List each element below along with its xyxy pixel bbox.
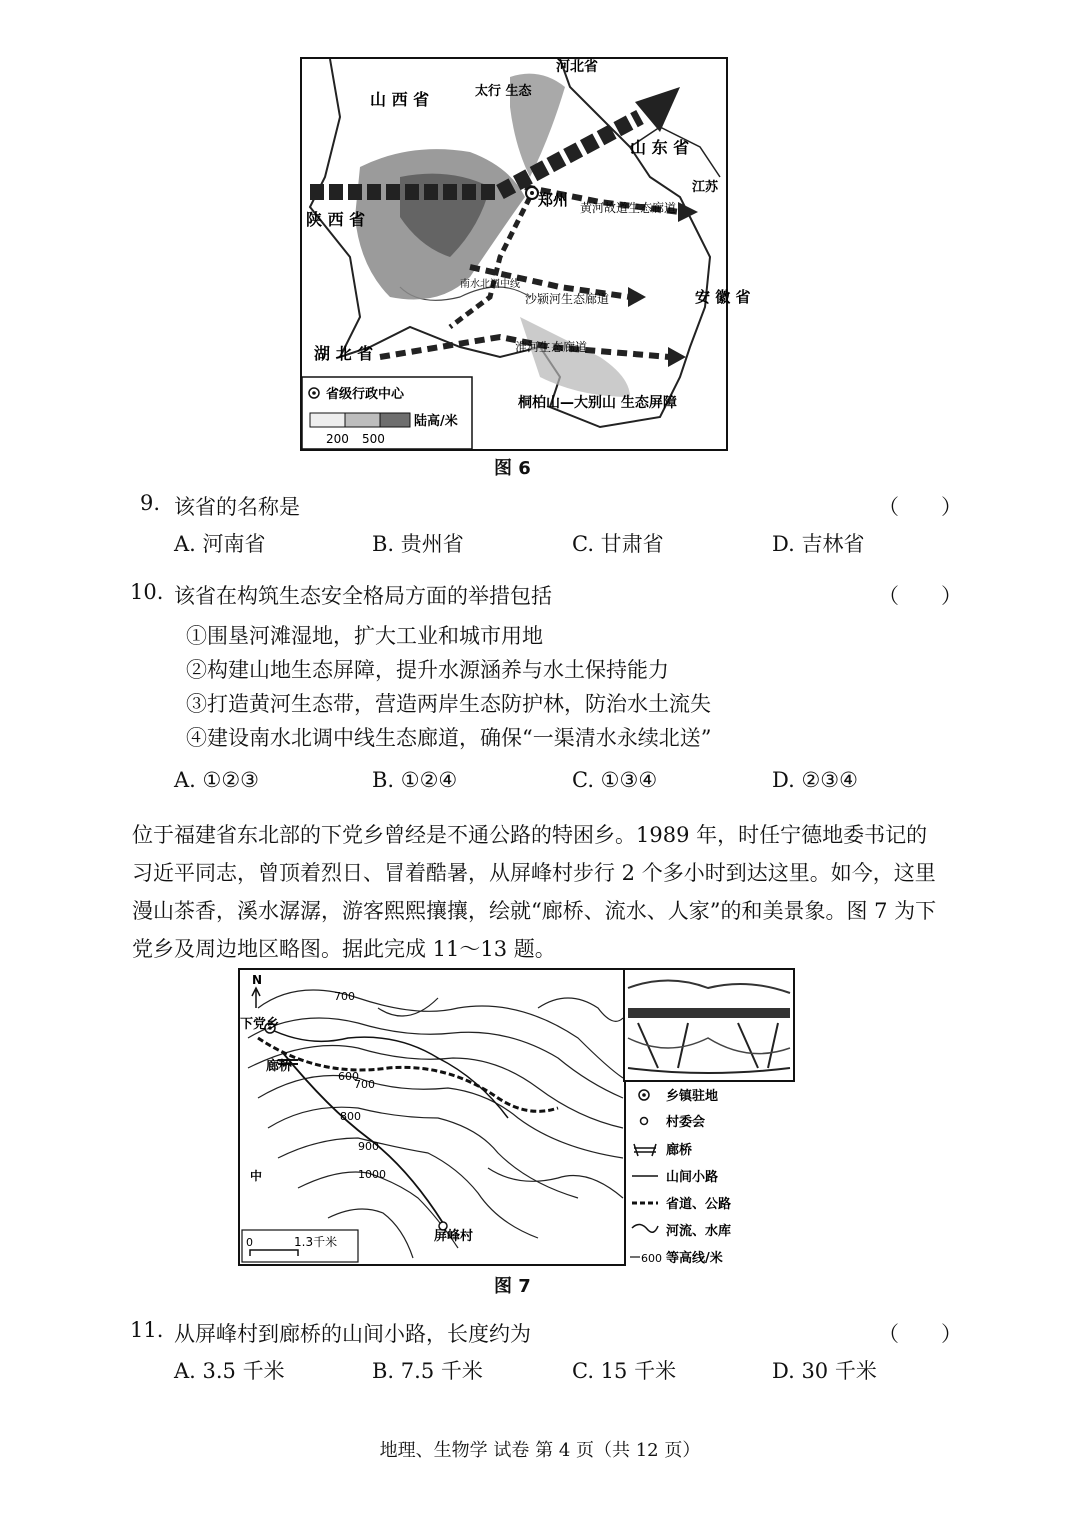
q10-answer-paren[interactable]: （ ）: [878, 584, 962, 608]
legend-tick-200: 200: [326, 432, 349, 446]
figure-7-caption: 图 7: [494, 1276, 531, 1297]
passage-line-2: 习近平同志，曾顶着烈日、冒着酷暑，从屏峰村步行 2 个多小时到达这里。如今，这里: [132, 861, 936, 885]
label-shaanxi: 陕 西 省: [306, 210, 366, 229]
page-footer: 地理、生物学 试卷 第 4 页（共 12 页）: [379, 1440, 701, 1461]
label-huanghe-corridor: 黄河故道生态廊道: [580, 201, 677, 215]
legend-town: 乡镇驻地: [666, 1089, 719, 1104]
label-pingfeng: 屏峰村: [434, 1229, 474, 1244]
q9-option-d[interactable]: D. 吉林省: [772, 532, 865, 556]
passage-line-4: 党乡及周边地区略图。据此完成 11～13 题。: [132, 937, 556, 961]
q11-number: 11.: [130, 1318, 164, 1342]
q11-option-b[interactable]: B. 7.5 千米: [372, 1359, 483, 1383]
q10-item-3: ③打造黄河生态带，营造两岸生态防护林，防治水土流失: [186, 692, 711, 716]
legend-path: 山间小路: [666, 1170, 719, 1185]
legend-village: 村委会: [666, 1115, 706, 1130]
q9-stem: 该省的名称是: [174, 495, 300, 519]
label-zhong: 中: [250, 1169, 263, 1183]
q10-stem: 该省在构筑生态安全格局方面的举措包括: [174, 584, 552, 608]
q10-option-b[interactable]: B. ①②④: [372, 768, 458, 792]
contour-700-b: 700: [354, 1078, 375, 1091]
q9-number: 9.: [140, 491, 161, 515]
q10-item-4: ④建设南水北调中线生态廊道，确保“一渠清水永续北送”: [186, 726, 712, 750]
contour-800: 800: [340, 1110, 361, 1123]
q9-option-b[interactable]: B. 贵州省: [372, 532, 464, 556]
contour-900: 900: [358, 1140, 379, 1153]
label-zhengzhou: 郑州: [538, 191, 569, 209]
q10-option-d[interactable]: D. ②③④: [772, 768, 858, 792]
legend-bridge: 廊桥: [666, 1143, 693, 1158]
q9-answer-paren[interactable]: （ ）: [878, 495, 962, 519]
legend-contour: 等高线/米: [666, 1251, 723, 1266]
label-xiadang: 下党乡: [240, 1017, 280, 1032]
legend-capital: 省级行政中心: [326, 387, 405, 402]
q11-option-d[interactable]: D. 30 千米: [772, 1359, 877, 1383]
legend-river: 河流、水库: [666, 1224, 732, 1239]
label-jiangsu: 江苏: [692, 180, 719, 195]
north-arrow: N: [252, 973, 263, 987]
figure-6-map: [300, 57, 751, 451]
label-anhui: 安 徽 省: [695, 288, 751, 306]
figure-7-map: [238, 968, 796, 1268]
label-shanxi: 山 西 省: [370, 90, 430, 109]
q9-option-a[interactable]: A. 河南省: [174, 532, 266, 556]
contour-700-a: 700: [334, 990, 355, 1003]
passage-line-1: 位于福建省东北部的下党乡曾经是不通公路的特困乡。1989 年，时任宁德地委书记的: [132, 823, 928, 847]
scale-label: 1.3千米: [294, 1235, 338, 1249]
label-taihang: 太行 生态: [475, 84, 532, 99]
figure-6-caption: 图 6: [494, 458, 531, 479]
label-hubei: 湖 北 省: [314, 344, 374, 363]
q10-number: 10.: [130, 580, 164, 604]
contour-600: 600: [338, 1070, 359, 1083]
q11-option-c[interactable]: C. 15 千米: [572, 1359, 677, 1383]
q10-option-a[interactable]: A. ①②③: [174, 768, 259, 792]
q10-option-c[interactable]: C. ①③④: [572, 768, 658, 792]
q11-stem: 从屏峰村到廊桥的山间小路，长度约为: [174, 1322, 531, 1346]
q11-answer-paren[interactable]: （ ）: [878, 1322, 962, 1346]
label-shandong: 山 东 省: [630, 138, 690, 157]
scale-zero: 0: [246, 1236, 253, 1249]
label-nanshui: 南水北调中线: [460, 279, 520, 290]
contour-1000: 1000: [358, 1168, 386, 1181]
label-langqiao: 廊桥: [266, 1059, 293, 1074]
passage-line-3: 漫山茶香，溪水潺潺，游客熙熙攘攘，绘就“廊桥、流水、人家”的和美景象。图 7 为下: [132, 899, 937, 923]
q11-option-a[interactable]: A. 3.5 千米: [174, 1359, 285, 1383]
legend-contour-value: 600: [641, 1252, 662, 1265]
label-huaihe-corridor: 淮河生态廊道: [515, 340, 588, 354]
legend-tick-500: 500: [362, 432, 385, 446]
label-shaying-corridor: 沙颍河生态廊道: [525, 292, 610, 306]
q9-option-c[interactable]: C. 甘肃省: [572, 532, 664, 556]
passage: [132, 816, 962, 968]
label-hebei: 河北省: [556, 59, 598, 75]
legend-road: 省道、公路: [666, 1197, 732, 1212]
label-tongbai: 桐柏山—大别山 生态屏障: [518, 395, 677, 411]
q10-item-2: ②构建山地生态屏障，提升水源涵养与水土保持能力: [186, 658, 669, 682]
legend-elevation: 陆高/米: [414, 414, 458, 429]
q10-item-1: ①围垦河滩湿地，扩大工业和城市用地: [186, 624, 543, 648]
